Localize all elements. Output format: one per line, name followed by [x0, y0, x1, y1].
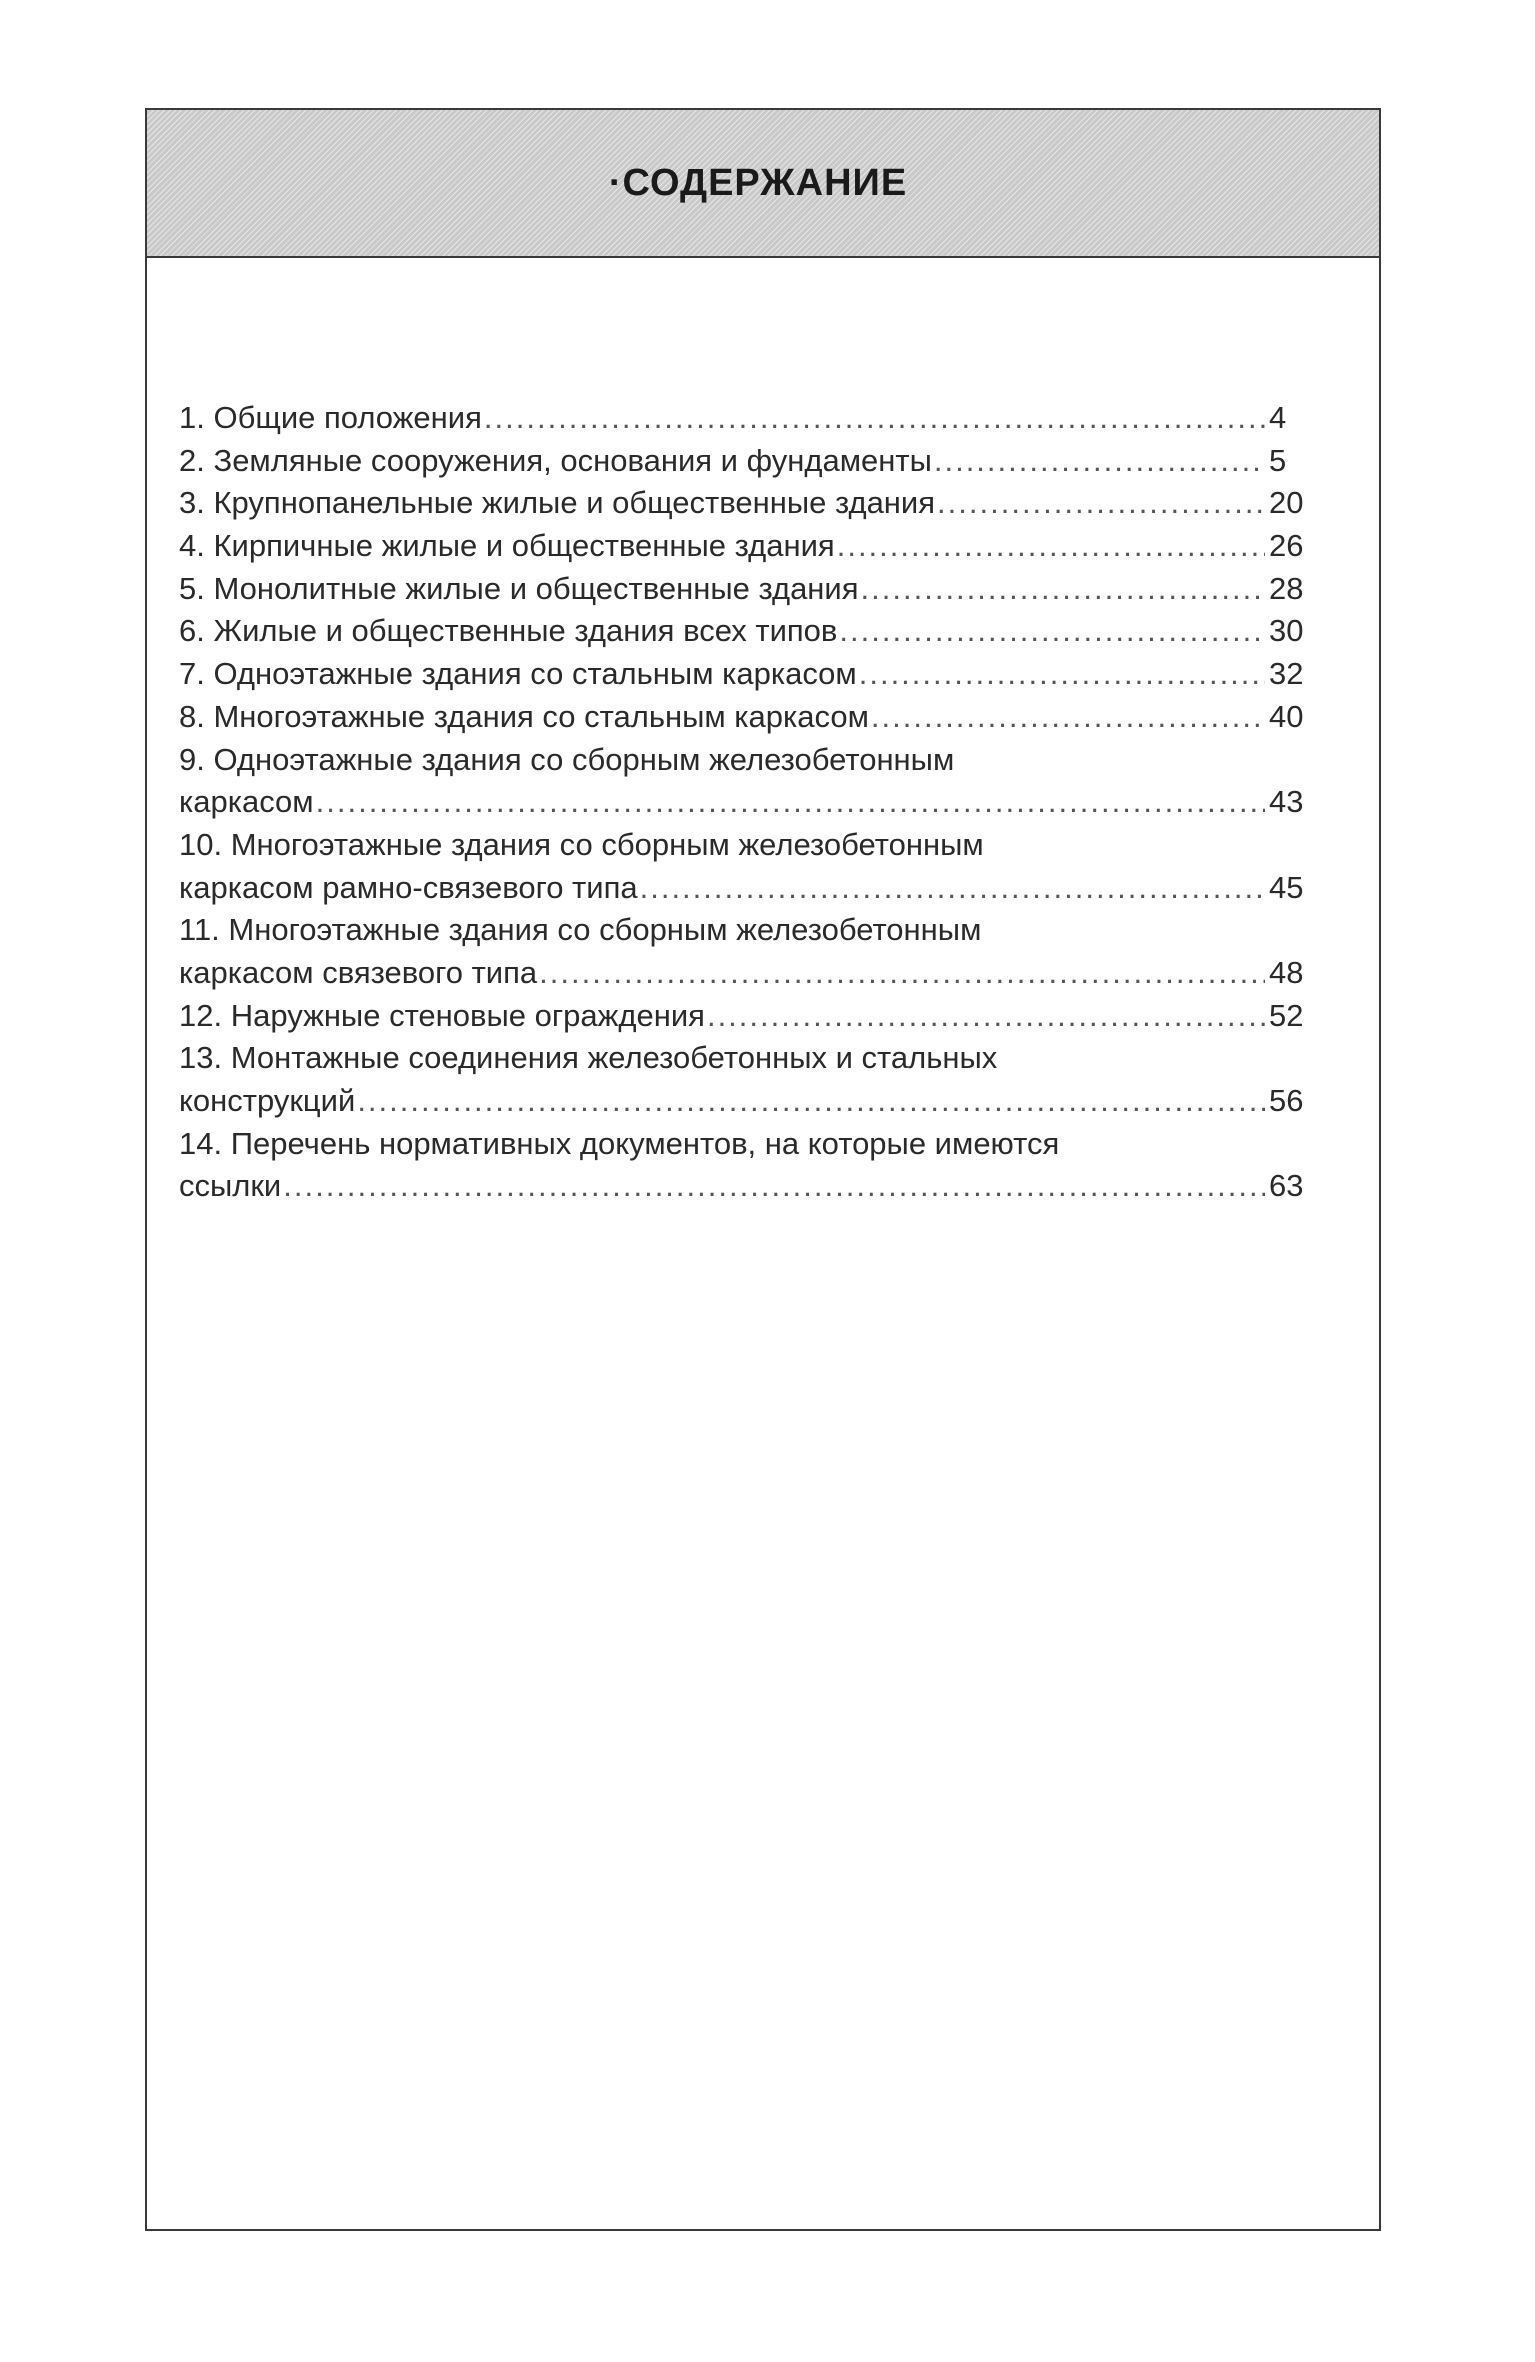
toc-entry-line	[179, 482, 1309, 525]
toc-entry-title: 2. Земляные сооружения, основания и фундаменты	[179, 442, 932, 478]
page-frame	[145, 108, 1381, 2231]
toc-entry[interactable]	[179, 696, 1309, 739]
toc-page-number: 4	[1269, 400, 1287, 435]
toc-entry-title: 4. Кирпичные жилые и общественные здания	[179, 528, 835, 564]
dot-leader	[839, 610, 1265, 653]
toc-entry-title: 14. Перечень нормативных документов, на которые имеются	[179, 1125, 1060, 1161]
toc-entry[interactable]	[179, 482, 1309, 525]
toc-entry-line	[179, 952, 1309, 995]
toc-page-number: 43	[1269, 784, 1304, 820]
toc-page-number: 45	[1269, 869, 1304, 905]
toc-entry-title: 10. Многоэтажные здания со сборным железобетонным	[179, 826, 984, 862]
dot-leader	[484, 397, 1265, 440]
toc-page-number: 26	[1269, 528, 1304, 564]
dot-leader	[539, 952, 1265, 995]
toc-entry-title: 5. Монолитные жилые и общественные здания	[179, 570, 859, 606]
toc-entry-line	[179, 909, 1309, 952]
toc-entry[interactable]	[179, 397, 1309, 440]
toc-entry-line	[179, 1123, 1309, 1166]
toc-page-number: 48	[1269, 954, 1304, 990]
dot-leader	[871, 696, 1265, 739]
toc-entry-line	[179, 824, 1309, 867]
toc-page-number: 5	[1269, 442, 1287, 478]
toc-entry-title: 9. Одноэтажные здания со сборным железобетонным	[179, 741, 955, 777]
toc-entry-title: 3. Крупнопанельные жилые и общественные здания	[179, 485, 936, 521]
toc-page-number: 63	[1269, 1168, 1304, 1204]
toc-page-number: 30	[1269, 613, 1304, 649]
toc-entry-title: 7. Одноэтажные здания со стальным каркасом	[179, 656, 857, 692]
toc-entry-line	[179, 568, 1309, 611]
toc-entry-title: каркасом рамно-связевого типа	[179, 869, 638, 905]
dot-leader	[640, 867, 1265, 910]
toc-entry-line	[179, 739, 1309, 782]
toc-entry-line	[179, 1080, 1309, 1123]
dot-leader	[707, 995, 1265, 1038]
toc-entry-title: конструкций	[179, 1083, 356, 1118]
toc-entry-line	[179, 995, 1309, 1038]
toc-entry-title: 13. Монтажные соединения железобетонных и стальных	[179, 1040, 998, 1076]
toc-entry[interactable]	[179, 653, 1309, 696]
toc-entry-title: 1. Общие положения	[179, 400, 482, 435]
toc-entry-title: ссылки	[179, 1168, 282, 1204]
dot-leader	[316, 781, 1265, 824]
toc-entry-line	[179, 397, 1309, 440]
toc-entry-title: каркасом связевого типа	[179, 954, 538, 990]
toc-entry-line	[179, 867, 1309, 910]
toc-page-number: 56	[1269, 1083, 1304, 1118]
toc-page-number: 52	[1269, 997, 1304, 1033]
toc-entry[interactable]	[179, 995, 1309, 1038]
toc-entry[interactable]	[179, 440, 1309, 483]
toc-entry[interactable]	[179, 610, 1309, 653]
toc-entry-line	[179, 1165, 1309, 1208]
toc-entry-line	[179, 1037, 1309, 1080]
dot-leader	[937, 482, 1265, 525]
dot-leader	[861, 568, 1265, 611]
toc-entry-title: 6. Жилые и общественные здания всех типов	[179, 613, 838, 649]
toc-entry[interactable]	[179, 525, 1309, 568]
toc-entry[interactable]	[179, 1123, 1309, 1208]
dot-leader	[283, 1165, 1265, 1208]
toc-entry-title: 11. Многоэтажные здания со сборным железобетонным	[179, 912, 982, 948]
toc-entry-line	[179, 610, 1309, 653]
dot-leader	[934, 440, 1265, 483]
toc-entry-title: 8. Многоэтажные здания со стальным каркасом	[179, 698, 869, 734]
toc-entry-line	[179, 781, 1309, 824]
toc-entry-title: 12. Наружные стеновые ограждения	[179, 997, 705, 1033]
toc-entry-line	[179, 696, 1309, 739]
toc-page-number: 28	[1269, 570, 1304, 606]
toc-entry-line	[179, 440, 1309, 483]
dot-leader	[357, 1080, 1265, 1123]
toc-entry[interactable]	[179, 824, 1309, 909]
toc-entry[interactable]	[179, 1037, 1309, 1122]
toc-page-number: 20	[1269, 485, 1304, 521]
toc-entry-title: каркасом	[179, 784, 314, 820]
toc-entry[interactable]	[179, 909, 1309, 994]
dot-leader	[837, 525, 1265, 568]
dot-leader	[859, 653, 1265, 696]
toc-entry[interactable]	[179, 739, 1309, 824]
toc-entry[interactable]	[179, 568, 1309, 611]
toc-entry-line	[179, 653, 1309, 696]
table-of-contents	[179, 397, 1309, 1208]
toc-entry-line	[179, 525, 1309, 568]
page-title: ·СОДЕРЖАНИЕ	[608, 161, 908, 204]
header-band	[147, 110, 1379, 258]
toc-page-number: 32	[1269, 656, 1304, 692]
toc-page-number: 40	[1269, 698, 1304, 734]
